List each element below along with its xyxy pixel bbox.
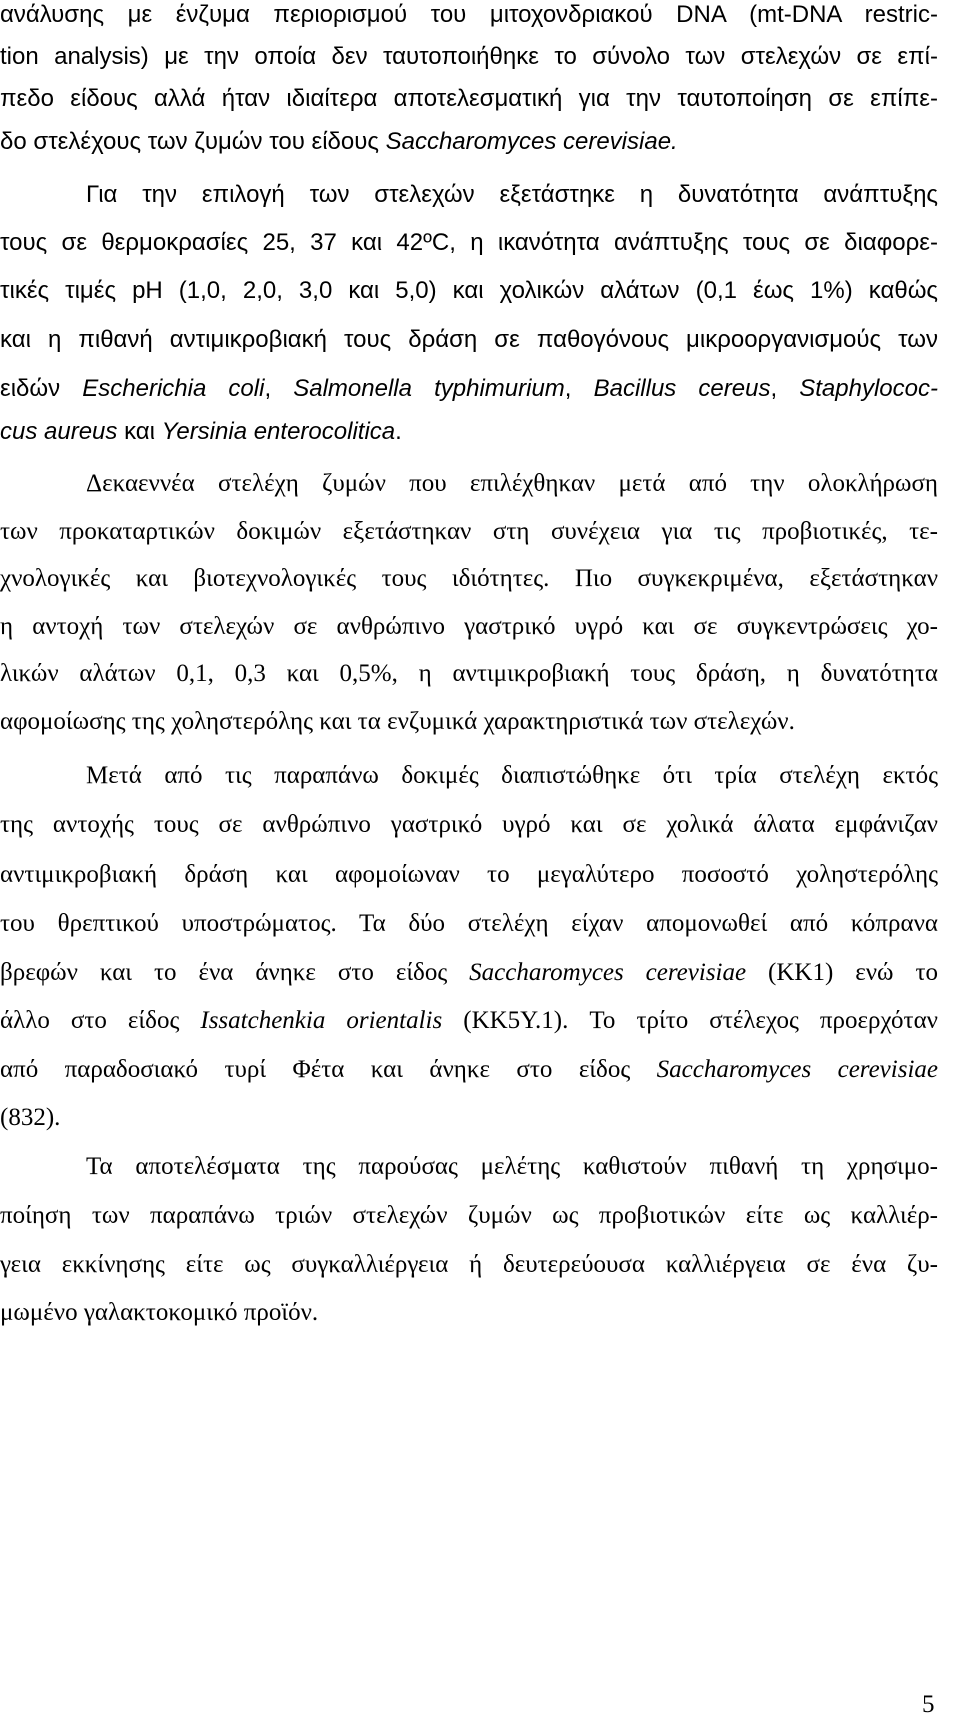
text-line	[0, 1201, 938, 1231]
text-line	[0, 1250, 938, 1280]
text-run: του θρεπτικού υποστρώματος. Τα δύο στελέχη είχαν απομονωθεί από κόπρανα	[0, 910, 938, 937]
text-run: αντιμικροβιακή δράση και αφομοίωναν το μεγαλύτερο ποσοστό χοληστερόλης	[0, 861, 938, 888]
text-run: βρεφών και το ένα άνηκε στο είδος	[0, 959, 470, 986]
text-line	[0, 958, 938, 988]
text-run: Δεκαεννέα στελέχη ζυμών που επιλέχθηκαν μετά από την ολοκλήρωση	[86, 470, 938, 497]
italic-text: Issatchenkia orientalis	[200, 1007, 443, 1034]
text-run: από παραδοσιακό τυρί Φέτα και άνηκε στο είδος	[0, 1056, 657, 1083]
text-run: δο στελέχους των ζυμών του είδους	[0, 128, 386, 155]
text-run: και	[117, 418, 162, 445]
text-line	[0, 374, 938, 404]
text-line	[0, 564, 938, 594]
text-run: των προκαταρτικών δοκιμών εξετάστηκαν στη συνέχεια για τις προβιοτικές, τε-	[0, 518, 938, 545]
italic-text: cus aureus	[0, 418, 118, 445]
text-line	[86, 180, 938, 210]
text-run: τους σε θερμοκρασίες 25, 37 και 42ºC, η ικανότητα ανάπτυξης τους σε διαφορε-	[0, 229, 938, 256]
text-run: (KK1) ενώ το	[746, 959, 939, 986]
text-run: άλλο στο είδος	[0, 1007, 201, 1034]
text-run: λικών αλάτων 0,1, 0,3 και 0,5%, η αντιμικροβιακή τους δράση, η δυνατότητα	[0, 660, 938, 687]
text-line	[0, 84, 938, 114]
text-run: Για την επιλογή των στελεχών εξετάστηκε η δυνατότητα ανάπτυξης	[86, 181, 938, 208]
text-line	[0, 42, 938, 72]
text-run: και η πιθανή αντιμικροβιακή τους δράση σε παθογόνους μικροοργανισμούς των	[0, 326, 938, 353]
text-line	[0, 276, 938, 306]
text-line	[0, 1006, 938, 1036]
text-run: αφομοίωσης της χοληστερόλης και τα ενζυμικά χαρακτηριστικά των στελεχών.	[0, 708, 795, 735]
text-line	[0, 612, 938, 642]
text-line	[0, 810, 938, 840]
text-run: Μετά από τις παραπάνω δοκιμές διαπιστώθηκε ότι τρία στελέχη εκτός	[86, 762, 938, 789]
text-line	[0, 860, 938, 890]
italic-text: Bacillus cereus	[593, 375, 771, 402]
text-run: τικές τιμές pH (1,0, 2,0, 3,0 και 5,0) και χολικών αλάτων (0,1 έως 1%) καθώς	[0, 277, 938, 304]
italic-text: Yersinia enterocolitica	[161, 418, 396, 445]
text-run: ,	[264, 375, 294, 402]
text-line	[0, 1298, 938, 1328]
text-run: ανάλυσης με ένζυμα περιορισμού του μιτοχονδριακού DNA (mt-DNA restric-	[0, 1, 938, 28]
text-run: της αντοχής τους σε ανθρώπινο γαστρικό υγρό και σε χολικά άλατα εμφάνιζαν	[0, 811, 938, 838]
text-run: γεια εκκίνησης είτε ως συγκαλλιέργεια ή δευτερεύουσα καλλιέργεια σε ένα ζυ-	[0, 1251, 938, 1278]
text-run: ,	[564, 375, 594, 402]
text-line	[0, 228, 938, 258]
text-line	[0, 707, 938, 737]
text-line	[86, 1152, 938, 1182]
italic-text: Salmonella typhimurium	[293, 375, 565, 402]
italic-text: Saccharomyces cerevisiae	[469, 959, 747, 986]
text-run: (832).	[0, 1104, 61, 1131]
text-line	[0, 0, 938, 30]
text-line	[0, 517, 938, 547]
text-run: ,	[770, 375, 800, 402]
text-line	[0, 127, 938, 157]
text-run: (KK5Y.1). Το τρίτο στέλεχος προερχόταν	[442, 1007, 938, 1034]
text-line	[0, 659, 938, 689]
text-run: Τα αποτελέσματα της παρούσας μελέτης καθιστούν πιθανή τη χρησιμο-	[86, 1153, 938, 1180]
text-line	[0, 1055, 938, 1085]
text-run: χνολογικές και βιοτεχνολογικές τους ιδιότητες. Πιο συγκεκριμένα, εξετάστηκαν	[0, 565, 938, 592]
italic-text: Escherichia coli	[82, 375, 265, 402]
text-line	[86, 761, 938, 791]
italic-text: Saccharomyces cerevisiae.	[385, 128, 678, 155]
italic-text: Saccharomyces cerevisiae	[656, 1056, 938, 1083]
text-run: η αντοχή των στελεχών σε ανθρώπινο γαστρικό υγρό και σε συγκεντρώσεις χο-	[0, 613, 938, 640]
text-run: tion analysis) με την οποία δεν ταυτοποιήθηκε το σύνολο των στελεχών σε επί-	[0, 43, 938, 70]
text-run: πεδο είδους αλλά ήταν ιδιαίτερα αποτελεσματική για την ταυτοποίηση σε επίπε-	[0, 85, 938, 112]
page-number: 5	[922, 1691, 935, 1718]
text-run: .	[395, 418, 402, 445]
text-line	[86, 469, 938, 499]
text-line	[0, 325, 938, 355]
text-run: ειδών	[0, 375, 83, 402]
text-line	[0, 909, 938, 939]
text-line	[0, 417, 938, 447]
text-run: μωμένο γαλακτοκομικό προϊόν.	[0, 1299, 319, 1326]
text-line	[0, 1103, 938, 1133]
italic-text: Staphylococ-	[799, 375, 938, 402]
text-run: ποίηση των παραπάνω τριών στελεχών ζυμών ως προβιοτικών είτε ως καλλιέρ-	[0, 1202, 938, 1229]
